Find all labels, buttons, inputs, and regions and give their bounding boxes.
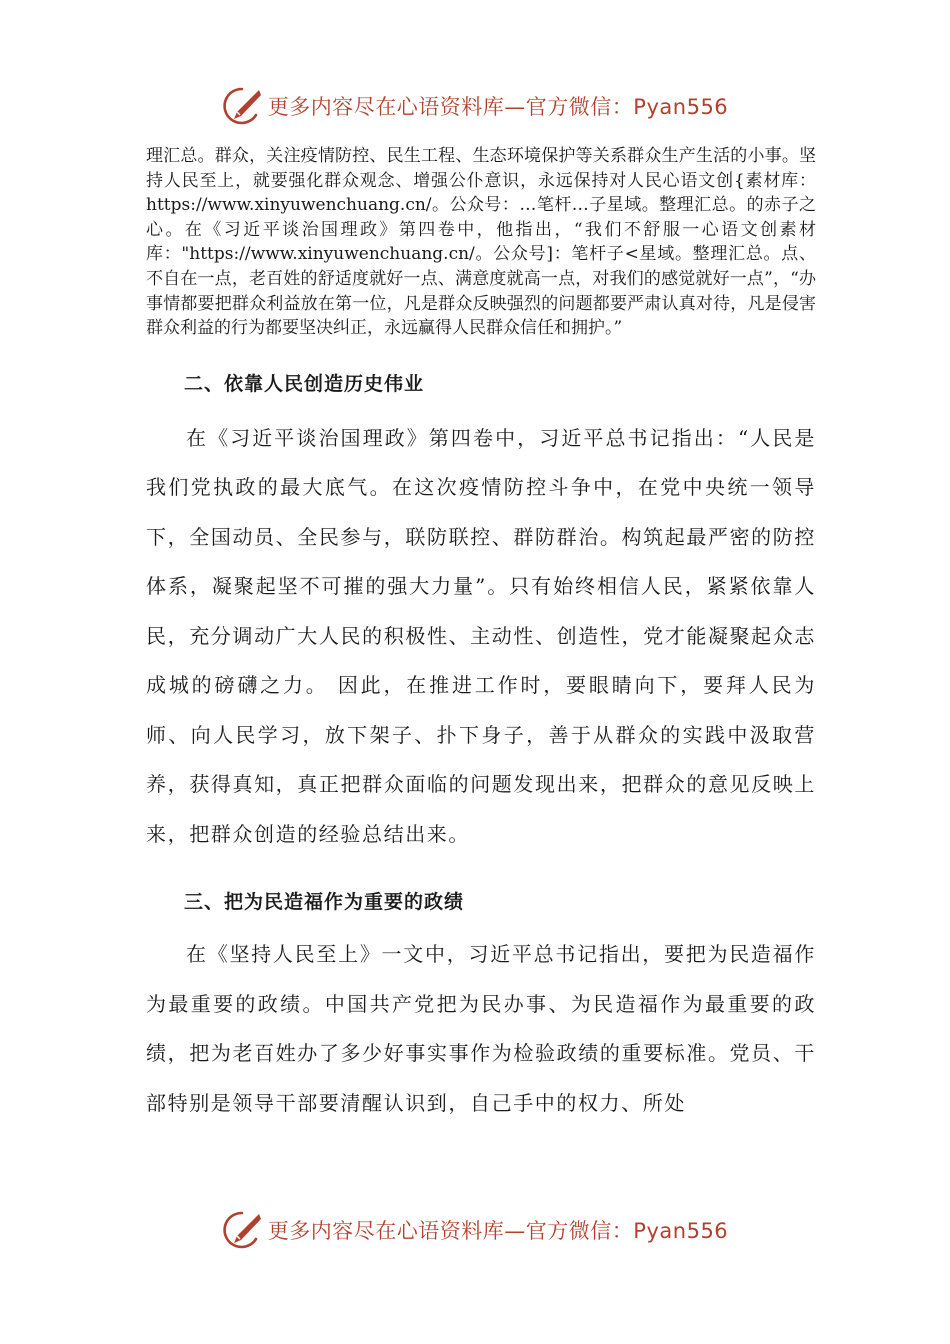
document-body — [146, 144, 816, 1128]
intro-paragraph: 理汇总。群众，关注疫情防控、民生工程、生态环境保护等关系群众生产生活的小事。坚持人民至上，就要强化群众观念、增强公仆意识，永远保持对人民心语文创{素材库：https://www.xinyuwenchuang.cn/。公众号：…笔杆…子星域。整理汇总。的赤子之心。在《习近平谈治国理政》第四卷中，他指出，“我们不舒服一心语文创素材库："https://www.xinyuwenchuang.cn/。公众号]：笔杆子<星域。整理汇总。点、不自在一点，老百姓的舒适度就好一点、满意度就高一点，对我们的感觉就好一点”，“办事情都要把群众利益放在第一位，凡是群众反映强烈的问题都要严肃认真对待，凡是侵害群众利益的行为都要坚决纠正，永远赢得人民群众信任和拥护。” — [146, 146, 816, 339]
pen-nib-logo-icon — [222, 86, 262, 126]
section-heading-3: 三、把为民造福作为重要的政绩 — [184, 891, 465, 914]
section-3-paragraph: 在《坚持人民至上》一文中，习近平总书记指出，要把为民造福作为最重要的政绩。中国共产党把为民办事、为民造福作为最重要的政绩，把为老百姓办了多少好事实事作为检验政绩的重要标准。党员、干部特别是领导干部要清醒认识到，自己手中的权力、所处 — [146, 942, 816, 1115]
section-heading-2: 二、依靠人民创造历史伟业 — [184, 372, 425, 395]
footer-banner — [0, 1208, 950, 1252]
pen-nib-logo-icon — [222, 1210, 262, 1250]
banner-text: 更多内容尽在心语资料库—官方微信：Pyan556 — [267, 1219, 729, 1243]
section-2-paragraph: 在《习近平谈治国理政》第四卷中，习近平总书记指出：“人民是我们党执政的最大底气。在这次疫情防控斗争中，在党中央统一领导下，全国动员、全民参与，联防联控、群防群治。构筑起最严密的防控体系，凝聚起坚不可摧的强大力量”。只有始终相信人民，紧紧依靠人民，充分调动广大人民的积极性、主动性、创造性，党才能凝聚起众志成城的磅礴之力。 因此，在推进工作时，要眼睛向下，要拜人民为师、向人民学习，放下架子、扑下身子，善于从群众的实践中汲取营养，获得真知，真正把群众面临的问题发现出来，把群众的意见反映上来，把群众创造的经验总结出来。 — [146, 425, 816, 846]
header-banner — [0, 84, 950, 128]
banner-text: 更多内容尽在心语资料库—官方微信：Pyan556 — [267, 95, 729, 119]
